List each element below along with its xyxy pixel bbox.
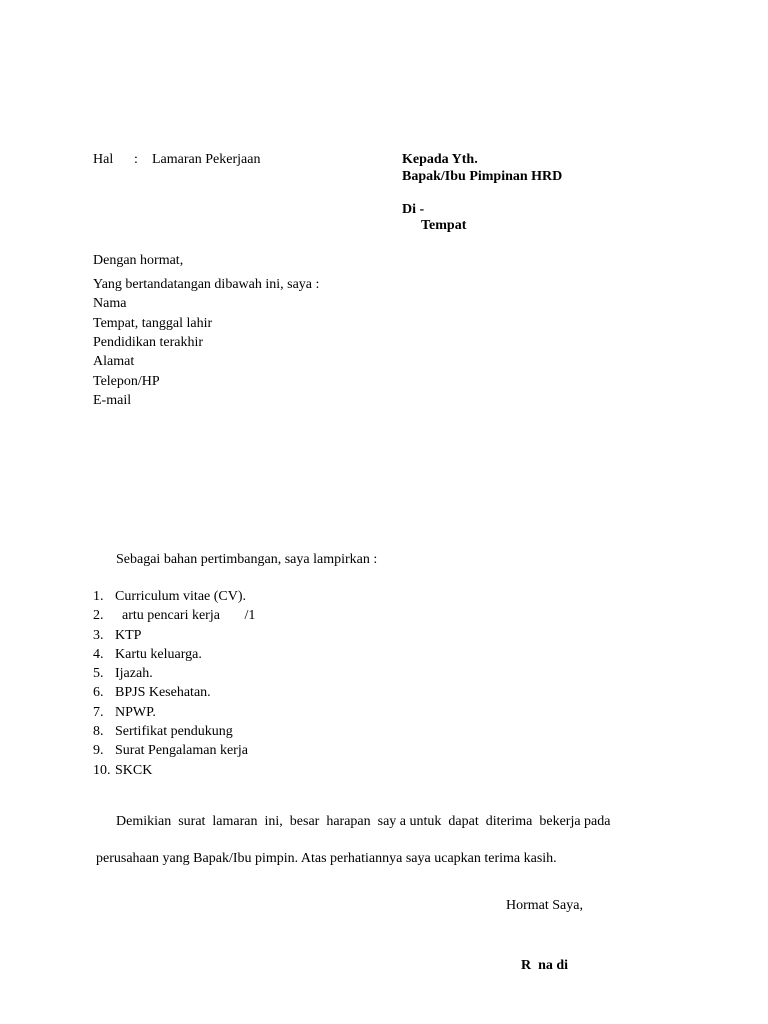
list-item xyxy=(93,684,211,701)
list-item xyxy=(93,646,202,663)
list-number: 7. xyxy=(93,705,104,720)
list-text: artu pencari kerja /1 xyxy=(115,608,256,623)
closing-line-1: Demikian surat lamaran ini, besar harapan say a untuk dapat diterima bekerja pada xyxy=(116,814,611,829)
field-label: Alamat xyxy=(93,354,135,369)
list-text: Sertifikat pendukung xyxy=(115,724,233,739)
list-number: 10. xyxy=(93,763,111,778)
list-text: NPWP. xyxy=(115,705,156,720)
closing-line-2: perusahaan yang Bapak/Ibu pimpin. Atas perhatiannya saya ucapkan terima kasih. xyxy=(96,851,557,866)
list-text: Surat Pengalaman kerja xyxy=(115,743,248,758)
list-number: 1. xyxy=(93,589,104,604)
hal-label: Hal xyxy=(93,152,114,167)
list-item xyxy=(93,627,141,644)
list-number: 6. xyxy=(93,685,104,700)
list-item xyxy=(93,588,246,605)
list-text: Ijazah. xyxy=(115,666,153,681)
field-label: E-mail xyxy=(93,393,132,408)
field-label: Telepon/HP xyxy=(93,374,160,389)
field-label: Pendidikan terakhir xyxy=(93,335,204,350)
list-number: 8. xyxy=(93,724,104,739)
list-number: 4. xyxy=(93,647,104,662)
field-label: Nama xyxy=(93,296,127,311)
list-item xyxy=(93,607,255,624)
greeting: Dengan hormat, xyxy=(93,253,184,268)
list-number: 3. xyxy=(93,628,104,643)
list-text: BPJS Kesehatan. xyxy=(115,685,211,700)
recipient-line-1: Kepada Yth. xyxy=(402,152,478,167)
intro-text: Yang bertandatangan dibawah ini, saya : xyxy=(93,277,320,292)
attachments-intro: Sebagai bahan pertimbangan, saya lampirkan : xyxy=(116,552,378,567)
signoff: Hormat Saya, xyxy=(506,898,583,913)
list-text: Kartu keluarga. xyxy=(115,647,202,662)
hal-colon: : xyxy=(134,152,138,167)
recipient-line-2: Bapak/Ibu Pimpinan HRD xyxy=(402,169,563,184)
recipient-line-4: Tempat xyxy=(421,218,467,233)
list-text: KTP xyxy=(115,628,142,643)
hal-value: Lamaran Pekerjaan xyxy=(152,152,261,167)
list-item xyxy=(93,665,153,682)
list-item xyxy=(93,704,156,721)
list-item xyxy=(93,723,233,740)
list-number: 2. xyxy=(93,608,104,623)
list-number: 9. xyxy=(93,743,104,758)
list-text: Curriculum vitae (CV). xyxy=(115,589,247,604)
list-number: 5. xyxy=(93,666,104,681)
recipient-line-3: Di - xyxy=(402,202,425,217)
list-item xyxy=(93,742,248,759)
signature-name: R na di xyxy=(521,958,569,973)
list-item xyxy=(93,762,152,779)
list-text: SKCK xyxy=(115,763,153,778)
field-label: Tempat, tanggal lahir xyxy=(93,316,213,331)
